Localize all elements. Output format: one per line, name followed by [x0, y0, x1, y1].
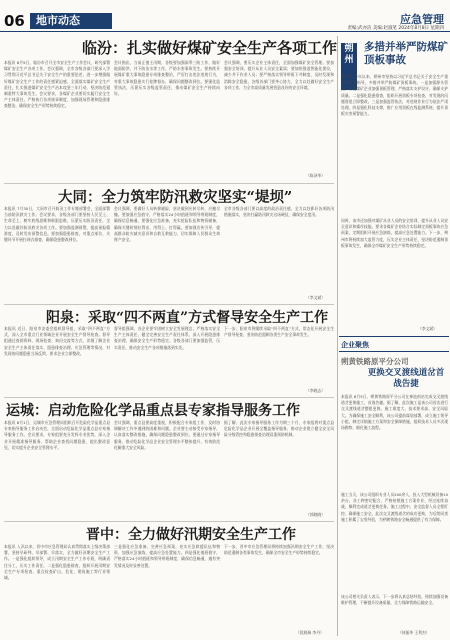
enterprise-body-1: 本报讯 8月5日，朔黄铁路原平分公司在神池南站完成交叉渡线道岔更换施工，首战告捷。据了解，此次施工是该公司首次进行交叉渡线道岔整组更换，施工难度大、技术要求高、安全风险大。为确保施工安全顺利，该公司提前谋划部署，成立施工领导小组，制定详细施工方案和安全保障措施，组织技术人员多次现场勘察，细化施工流程。: [341, 394, 448, 431]
enterprise-body-2: 施工当天，该公司组织专业人员200余人，投入大型机械设备10余台，各工种密切配合，严格按照施工方案作业，经过连续奋战，顺利完成道岔更换任务。施工过程中，安全监督人员全程盯控，确保施工安全。此次交叉渡线道岔的成功更换，为后续同类施工积累了宝贵经验，为朔黄铁路安全畅通提供了有力保障。: [341, 492, 448, 522]
shuozhou-tag: 朔州: [341, 43, 357, 90]
yangquan-body-col3: 下一步，阳泉市将继续采取“四不两直”方式，常态化开展安全生产督导检查，坚决防范遏制各类生产安全事故发生。: [224, 326, 334, 338]
datong-body-col3: 全市各级各部门要以高度的政治责任感，全力以赴抓好各项防汛措施落实，坚决打赢防汛救灾这场硬仗，确保安全度汛。: [224, 206, 334, 218]
yangquan-headline: 阳泉：采取“四不两直”方式督导安全生产工作: [46, 310, 329, 326]
jinzhong-source: （段晓瑞 李丹）: [296, 630, 324, 635]
datong-headline: 大同：全力筑牢防汛救灾坚实“堤坝”: [58, 189, 293, 206]
datong-body-col2: 会议强调，要做好人员转移避险，坚决做到应转尽转、应撤尽撤。要加强应急值守，严格落实24小时值班和领导带班制度，确保信息畅通。要强化应急准备，充实抢险队伍和物资储备，确保关键时刻拉得出、用得上、打得赢。要加强宣传引导，提高群众防灾减灾意识和自救互救能力，切实保障人民群众生命财产安全。: [114, 206, 220, 243]
shuozhou-headline: 多措并举严防煤矿顶板事故: [364, 41, 448, 66]
separator-4: [4, 521, 334, 522]
yuncheng-body-col3: 据了解，此次专家指导服务工作为期三个月，专家组将对重点县危险化学品企业开展全覆盖指导服务，推动企业建立健全安全风险分级管控和隐患排查治理双重预防机制。: [224, 420, 334, 438]
jinzhong-headline: 晋中：全力做好汛期安全生产工作: [86, 527, 296, 543]
enterprise-company: 朔黄铁路原平分公司: [341, 357, 409, 366]
enterprise-focus-label: 企业聚焦: [341, 341, 369, 349]
linfen-source: （陈泽华）: [306, 173, 325, 178]
linfen-body-col1: 本报讯 8月5日，临汾市召开全市安全生产工作会议，研究部署煤矿安全生产各项工作。会议强调，全市各级各部门要深入学习贯彻习近平总书记关于安全生产的重要论述，进一步增强做好煤矿安全生产工作的责任感紧迫感，全面落实煤矿安全生产责任，扎实推进煤矿安全生产治本攻坚三年行动，坚决防范遏制重特大事故发生。会议要求，各煤矿企业要切实履行安全生产主体责任，严格执行各项规章制度，加强现场管理和隐患排查整治，确保安全生产形势持续稳定。: [4, 60, 110, 109]
separator-2: [4, 304, 334, 305]
header-rule: [0, 31, 450, 32]
yangquan-body-col1: 本报讯 近日，阳泉市安委会组织督导组，采取“四不两直”方式，深入全市重点行业领域企业开展安全生产督导检查。督导组通过查阅资料、现场检查、询问交流等方式，详细了解企业安全生产主体责任落实、隐患排查治理、应急管理等情况，对发现的问题隐患当场反馈，要求企业立即整改。: [4, 326, 110, 356]
yuncheng-body-col1: 本报讯 8月1日，运城市应急管理局组织召开危险化学品重点县专家指导服务工作启动会，全面启动危险化学品重点县专家指导服务工作。会议要求，专家组要充分发挥专业优势，深入企业开展精准指导服务，帮助企业查找问题隐患，提出整改意见，切实提升企业安全管理水平。: [4, 420, 110, 450]
issue-info: 责编:武亦洁 美编:赵淑笔 2024年8月8日 星期四: [347, 26, 444, 31]
separator-3: [4, 397, 334, 398]
yuncheng-headline: 运城：启动危险化学品重点县专家指导服务工作: [6, 403, 300, 419]
yuncheng-source: （郭晓晓）: [306, 512, 325, 517]
jinzhong-body-col3: 下一步，晋中市应急管理局将持续加强汛期安全生产工作，坚决防范遏制各类事故发生，确保全市安全生产形势持续稳定。: [224, 544, 334, 556]
linfen-body-col2: 会议指出，当前正值主汛期，各级要加强雨季三防工作，做好地面防洪、井下防治水等工作，严防水害事故发生。要持续开展煤矿重大事故隐患专项排查整治，严厉打击违法违规行为，对重大事故隐患实行挂牌督办，确保问题整改到位。要强化监管执法，压紧压实各级监管责任，推动煤矿安全生产持续向好。: [114, 60, 220, 97]
column-divider: [337, 36, 338, 636]
linfen-body-col3: 会议强调，要压实企业主体责任，全面加强煤矿安全管理。要加强安全培训，提升从业人员安全素质；要加快推进智能化建设，减少井下作业人员；要严格落实领导带班下井制度，及时发现和消除安全隐患。各级各部门要齐心协力，全力以赴做好安全生产各项工作，为全市高质量发展营造良好的安全环境。: [224, 60, 334, 90]
separator-1: [4, 183, 334, 184]
shuozhou-body-1: 本报讯 今年以来，朔州市坚持以习近平总书记关于安全生产重要论述为指导，多措并举严防煤矿顶板事故。一是加强源头管控，督促煤矿企业加强顶板管理，严格落实支护设计，确保支护质量。二是强化隐患排查，组织开展顶板专项检查，对发现的问题督促立即整改。三是加强监管执法，对违规作业行为依法严肃处理。四是强化科技支撑，推广应用顶板在线监测系统，提升顶板灾害预警能力。: [341, 74, 448, 117]
yuncheng-body-col2: 会议强调，重点县要高度重视，积极配合专家组工作，及时协调解决工作中遇到的困难和问题。企业要主动接受专家指导，认真落实整改措施，确保问题隐患整改到位。要通过专家指导服务，推动危险化学品企业安全管理水平整体提升，有效防范化解重大安全风险。: [114, 420, 220, 450]
linfen-headline: 临汾：扎实做好煤矿安全生产各项工作: [82, 39, 338, 57]
enterprise-body-3: 该公司相关负责人表示，下一步将认真总结经验，持续加强设备维护管理，不断提升设备质量，全力保障铁路运输安全。: [341, 594, 448, 606]
shuozhou-body-2: 同时，该市还加强对煤矿从业人员的安全培训，提升从业人员安全意识和操作技能。要求各煤矿企业结合实际制定顶板事故应急预案，定期组织开展应急演练，提高应急处置能力。下一步，朔州市将持续加大监管力度，压实企业主体责任，坚决防范遏制顶板事故发生，确保全市煤矿安全生产形势持续稳定。: [341, 218, 448, 248]
shuozhou-source: （李文斌）: [418, 326, 437, 331]
yangquan-body-col2: 督导组强调，各企业要牢固树立安全发展理念，严格落实安全生产主体责任，健全完善安全生产责任体系，深入开展隐患排查治理，确保安全生产形势稳定。各级各部门要加强监管，压实责任，推动安全生产各项措施落到实处。: [114, 326, 220, 350]
datong-body-col1: 本报讯 7月30日，大同市召开防汛工作专题部署会，全面部署当前防汛救灾工作。会议要求，各级各部门要坚持人民至上、生命至上，树牢底线思维和极限思维，压紧压实防汛责任，全力以赴做好防汛救灾各项工作。要加强监测预警，提高预报精准度，及时发布预警信息。要加强隐患排查，对重点部位、关键环节开展拉网式排查，确保隐患整改到位。: [4, 206, 110, 243]
masthead-brand: 应急管理: [400, 13, 444, 26]
page-number: 06: [4, 12, 25, 30]
enterprise-source: （何振华 王利杰）: [398, 630, 430, 635]
page-header: [0, 0, 450, 32]
enterprise-headline: 更换交叉渡线道岔首战告捷: [367, 368, 445, 389]
jinzhong-body-col2: 三是强化应急准备，完善应急预案，充实应急救援队伍和物资，加强应急演练，提高应急处置能力。四是强化值班值守，严格落实24小时值班和领导带班制度，确保信息畅通，遇有突发情况及时妥善处置。: [114, 544, 220, 568]
datong-source: （李文斌）: [306, 295, 325, 300]
jinzhong-body-col1: 本报讯 入汛以来，晋中市应急管理局认真贯彻落实上级决策部署，坚持早研判、早部署、早落实，全力做好汛期安全生产工作。一是强化组织领导，成立汛期安全生产工作专班，明确责任分工，压实工作责任。二是强化隐患排查，组织开展汛期安全生产专项检查，重点检查矿山、危化、建筑施工等行业领域。: [4, 544, 110, 581]
yangquan-source: （李晓志）: [306, 388, 325, 393]
enterprise-focus-bar: [339, 336, 449, 352]
section-label: 地市动态: [30, 13, 112, 29]
